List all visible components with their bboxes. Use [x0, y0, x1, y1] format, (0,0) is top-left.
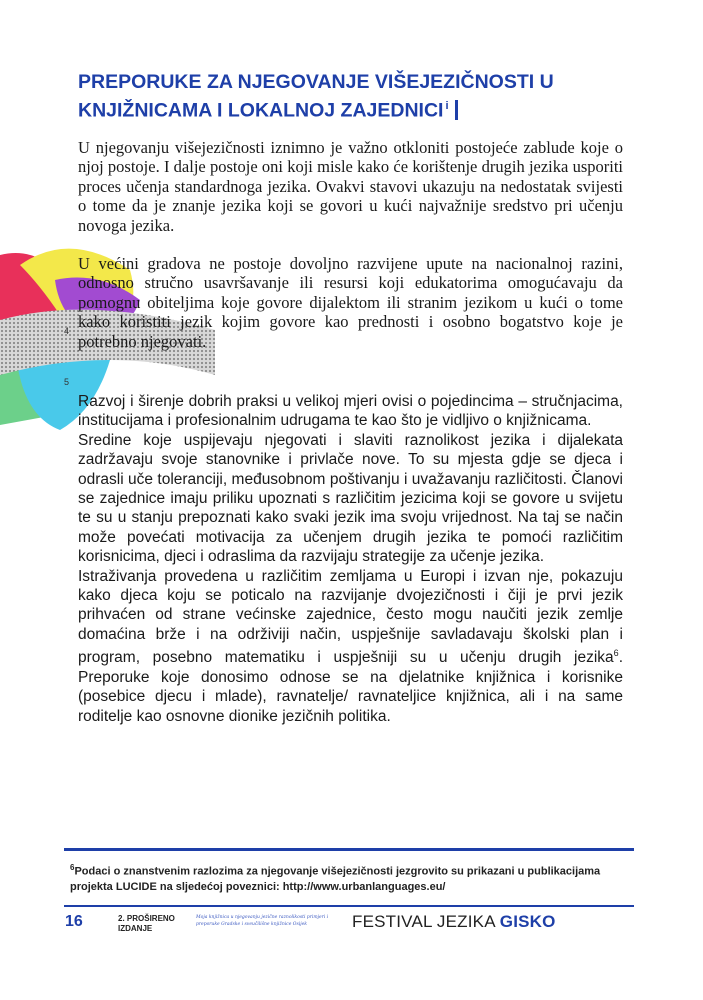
paragraph-1: U njegovanju višejezičnosti iznimno je važno otkloniti postojeće zablude koje o njoj postoje. I dalje postoje oni koji misle kako će korištenje drugih jezika usporiti proces učenja standardnoga jezika. Ovakvi stavovi ukazuju na nedostatak svijesti o tome da je znanje jezika koji se govori u kući najvažnije sredstvo pri učenju novoga jezika. — [78, 138, 623, 235]
footnote-divider — [64, 848, 634, 851]
main-text-block — [78, 392, 623, 726]
handwritten-subtitle: Moja knjižnica u njegovanju jezične raznolikosti primjeri i preporuke Gradske i sveučilišne knjižnice Osijek — [196, 915, 329, 927]
paragraph-4: Sredine koje uspijevaju njegovati i slaviti raznolikost jezika i dijalekata zadržavaju svoje stanovnike i privlače nove. To su mjesta gdje se djeca i odrasli uče toleranciji, međusobnom poštivanju i uvažavanju različitosti. Članovi se zajednice imaju priliku upoznati s različitim jezicima koji se govore u svijetu te su u stanju prepoznati kako svaki jezik ima svoju vrijednost. Na taj se način može povećati motivacija za učenjem drugih jezika te pomoći različitim korisnicima, djeci i odraslima da razvijaju strategije za učenje jezika. — [78, 431, 623, 566]
festival-logo-text — [352, 912, 556, 932]
edition-line-2: IZDANJE — [118, 924, 153, 933]
paragraph-2: U većini gradova ne postoje dovoljno razvijene upute na nacionalnoj razini, odnosno stručno usavršavanje ili resursi koji edukatorima omogućavaju da pomognu obiteljima koje govore dijalektom ili stranim jezikom u kući o tome kako koristiti jezik kojim govore kao prednosti i osobno bogatstvo koje je potrebno njegovati. — [78, 254, 623, 351]
festival-accent: GISKO — [499, 912, 556, 931]
page-title — [78, 70, 638, 123]
festival-prefix: FESTIVAL JEZIKA — [352, 912, 495, 931]
paragraph-5-part-b: . Preporuke koje donosimo odnose se na djelatnike knjižnica i korisnike (posebice djecu i mlade), ravnatelje/ ravnateljice knjižnica, ali i na same roditelje kao osnovne dionike jezičnih politika. — [78, 649, 623, 725]
footnote-mark: 6 — [70, 863, 75, 872]
paragraph-5 — [78, 567, 623, 726]
footnote-reference: 6 — [613, 648, 619, 659]
title-superscript: i — [445, 100, 449, 112]
intro-text-block — [78, 138, 623, 351]
edition-line-1: 2. PROŠIRENO — [118, 914, 175, 923]
edition-label — [118, 914, 175, 934]
side-number-5: 5 — [64, 377, 70, 387]
footnote-text: Podaci o znanstvenim razlozima za njegovanje višejezičnosti jezgrovito su prikazani u publikacijama projekta LUCIDE na sljedećoj poveznici: http://www.urbanlanguages.eu/ — [70, 865, 601, 893]
footnote — [70, 860, 630, 895]
paragraph-5-part-a: Istraživanja provedena u različitim zemljama u Europi i izvan nje, pokazuju kako djeca koju se poticalo na razvijanje dvojezičnosti i čiji je prvi jezik prihvaćen od strane većinske zajednice, često mogu naučiti jezik zemlje domaćina brže i na održiviji način, uspješnije savladavaju školski plan i program, posebno matematiku i uspješniji su u učenju drugih jezika — [78, 567, 623, 667]
paragraph-3: Razvoj i širenje dobrih praksi u velikoj mjeri ovisi o pojedincima – stručnjacima, institucijama i profesionalnim udrugama te kao što je vidljivo o knjižnicama. — [78, 393, 623, 430]
page-number: 16 — [65, 913, 83, 930]
title-bar — [455, 100, 458, 120]
page-title-text: PREPORUKE ZA NJEGOVANJE VIŠEJEZIČNOSTI U KNJIŽNICAMA I LOKALNOJ ZAJEDNICI — [78, 71, 554, 122]
side-number-4: 4 — [64, 326, 70, 336]
footer-divider — [64, 905, 634, 907]
